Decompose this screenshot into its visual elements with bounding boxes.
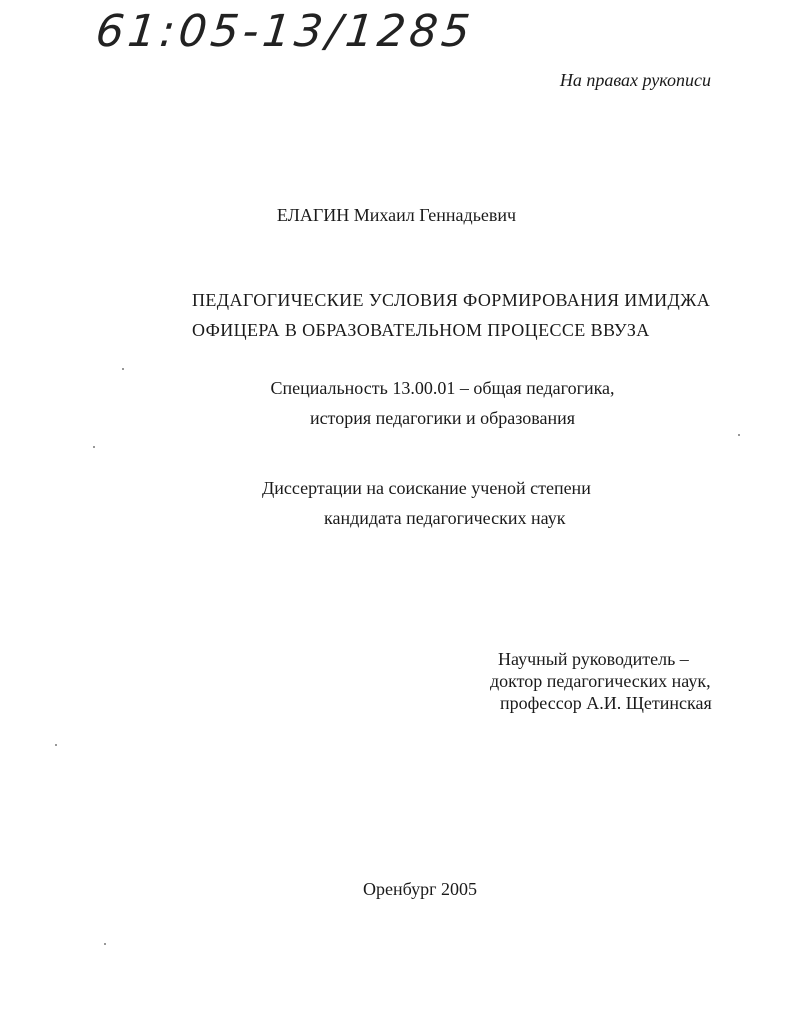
title-line: ОФИЦЕРА В ОБРАЗОВАТЕЛЬНОМ ПРОЦЕССЕ ВВУЗА — [192, 320, 650, 340]
city-year: Оренбург 2005 — [363, 879, 477, 899]
specialty-line: история педагогики и образования — [309, 408, 576, 428]
scan-speck — [93, 446, 95, 448]
author-name: ЕЛАГИН Михаил Геннадьевич — [276, 205, 517, 225]
title-line: ПЕДАГОГИЧЕСКИЕ УСЛОВИЯ ФОРМИРОВАНИЯ ИМИДЖА — [192, 290, 711, 310]
scan-speck — [55, 744, 57, 746]
supervisor-line: профессор А.И. Щетинская — [500, 693, 712, 713]
degree-line: кандидата педагогических наук — [324, 508, 566, 528]
scan-speck — [122, 368, 124, 370]
scan-speck — [104, 943, 106, 945]
scientific-supervisor — [490, 648, 712, 714]
specialty — [0, 373, 793, 433]
rights-note: На правах рукописи — [559, 70, 711, 90]
supervisor-line: доктор педагогических наук, — [490, 671, 711, 691]
supervisor-line: Научный руководитель – — [498, 649, 689, 669]
specialty-line: Специальность 13.00.01 – общая педагогика, — [270, 378, 615, 398]
handwritten-archive-code: 61:05-13/1285 — [93, 6, 477, 57]
degree-line: Диссертации на соискание ученой степени — [262, 478, 591, 498]
scan-speck — [738, 434, 740, 436]
dissertation-title — [192, 285, 710, 345]
